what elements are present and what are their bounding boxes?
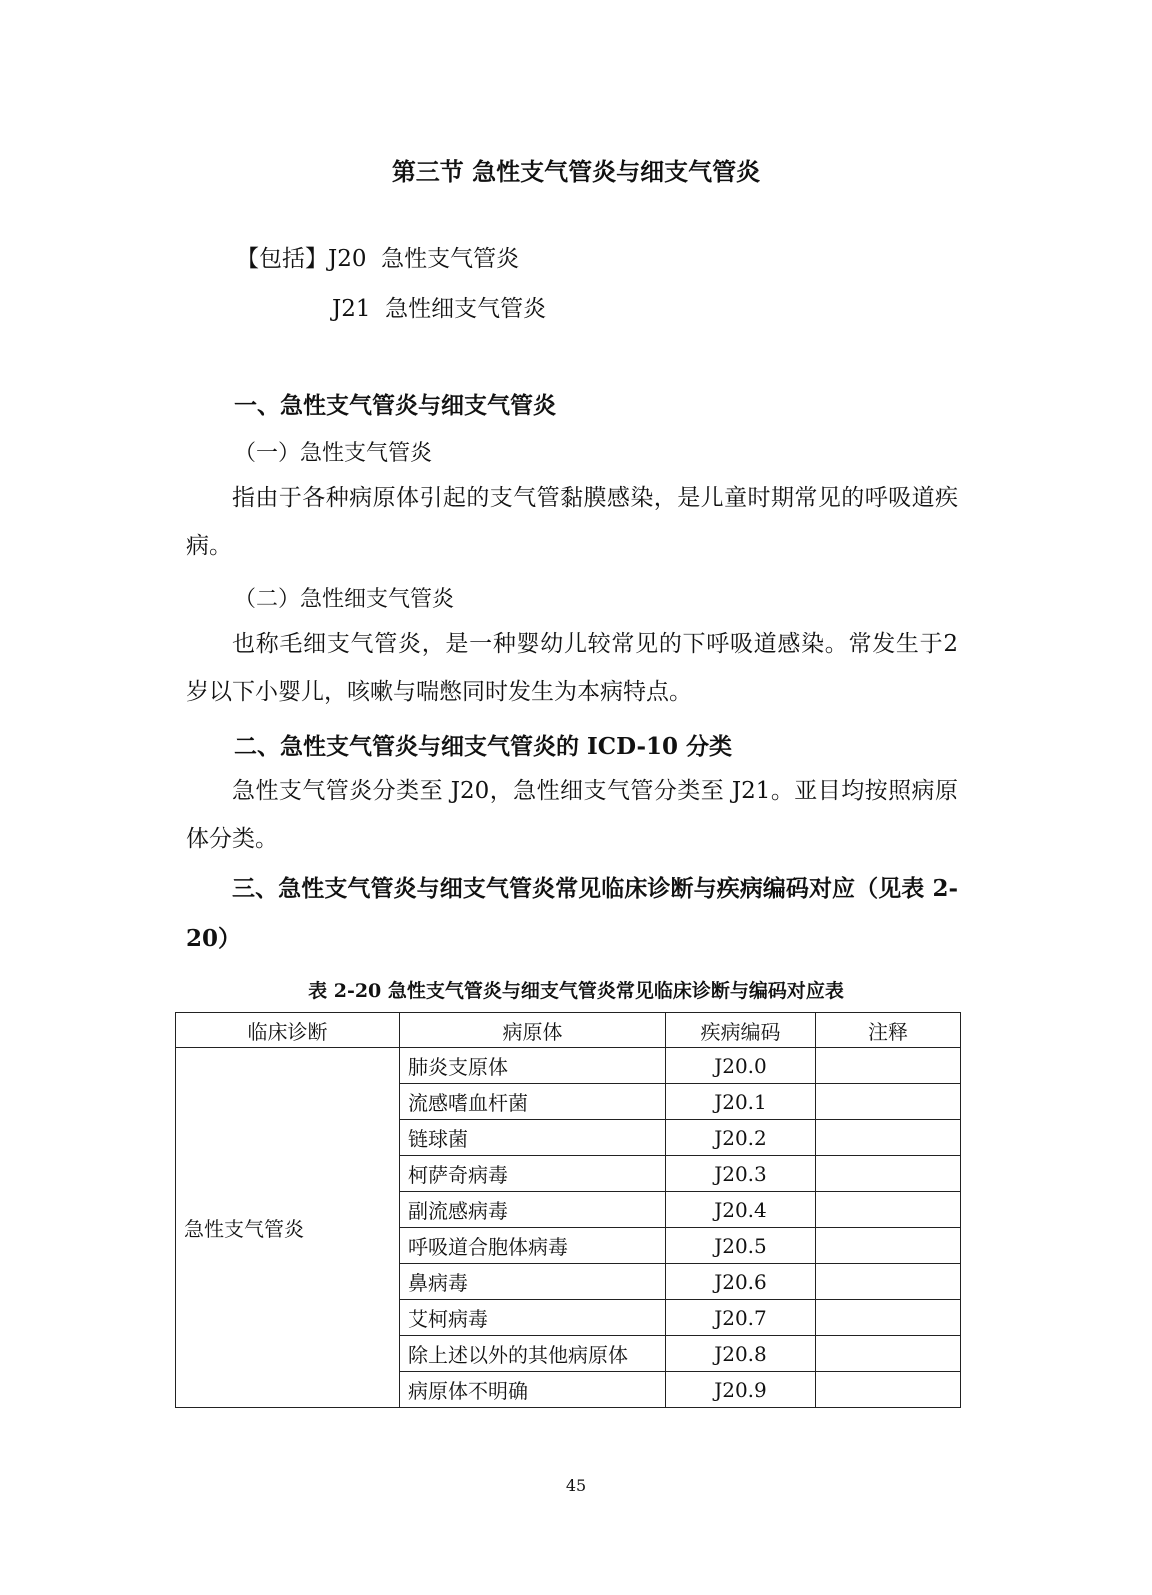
section1-subheading-2: （二）急性细支气管炎 [234, 587, 455, 612]
page-number: 45 [565, 1476, 587, 1495]
code-cell: J20.8 [666, 1336, 816, 1372]
pathogen-cell: 病原体不明确 [400, 1372, 666, 1408]
diagnosis-cell: 急性支气管炎 [176, 1048, 400, 1408]
include-code: J20 [328, 246, 367, 272]
pathogen-cell: 副流感病毒 [400, 1192, 666, 1228]
note-cell [816, 1084, 961, 1120]
section3-heading: 三、急性支气管炎与细支气管炎常见临床诊断与疾病编码对应（见表 2-20） [186, 875, 958, 952]
code-cell: J20.2 [666, 1120, 816, 1156]
section1-heading: 一、急性支气管炎与细支气管炎 [234, 392, 556, 419]
code-cell: J20.1 [666, 1084, 816, 1120]
include-label: 【包括】 [236, 246, 328, 272]
note-cell [816, 1048, 961, 1084]
code-cell: J20.9 [666, 1372, 816, 1408]
note-cell [816, 1336, 961, 1372]
note-cell [816, 1300, 961, 1336]
section1-paragraph-1: 指由于各种病原体引起的支气管黏膜感染，是儿童时期常见的呼吸道疾病。 [186, 485, 958, 559]
section1-paragraph-2: 也称毛细支气管炎，是一种婴幼儿较常见的下呼吸道感染。常发生于2岁以下小婴儿，咳嗽与喘憋同时发生为本病特点。 [186, 631, 958, 705]
pathogen-cell: 肺炎支原体 [400, 1048, 666, 1084]
pathogen-cell: 柯萨奇病毒 [400, 1156, 666, 1192]
note-cell [816, 1228, 961, 1264]
include-line-2 [332, 290, 546, 323]
pathogen-cell: 鼻病毒 [400, 1264, 666, 1300]
note-cell [816, 1156, 961, 1192]
section1-subheading-1: （一）急性支气管炎 [234, 441, 433, 466]
note-cell [816, 1372, 961, 1408]
include-name: 急性细支气管炎 [385, 296, 547, 322]
table-caption: 表 2-20 急性支气管炎与细支气管炎常见临床诊断与编码对应表 [308, 980, 844, 1002]
pathogen-cell: 呼吸道合胞体病毒 [400, 1228, 666, 1264]
include-code: J21 [332, 296, 371, 322]
section2-heading: 二、急性支气管炎与细支气管炎的 ICD-10 分类 [234, 733, 733, 760]
pathogen-cell: 艾柯病毒 [400, 1300, 666, 1336]
header-note: 注释 [816, 1013, 961, 1048]
header-pathogen: 病原体 [400, 1013, 666, 1048]
header-code: 疾病编码 [666, 1013, 816, 1048]
code-cell: J20.3 [666, 1156, 816, 1192]
section2-paragraph: 急性支气管炎分类至 J20，急性细支气管分类至 J21。亚目均按照病原体分类。 [186, 778, 958, 852]
note-cell [816, 1192, 961, 1228]
header-diagnosis: 临床诊断 [176, 1013, 400, 1048]
code-cell: J20.7 [666, 1300, 816, 1336]
pathogen-cell: 除上述以外的其他病原体 [400, 1336, 666, 1372]
code-cell: J20.0 [666, 1048, 816, 1084]
table-row [176, 1048, 961, 1084]
icd-table [175, 1012, 961, 1408]
note-cell [816, 1264, 961, 1300]
include-line-1 [236, 240, 519, 273]
table-header-row [176, 1013, 961, 1048]
code-cell: J20.5 [666, 1228, 816, 1264]
note-cell [816, 1120, 961, 1156]
code-cell: J20.6 [666, 1264, 816, 1300]
pathogen-cell: 链球菌 [400, 1120, 666, 1156]
section-title: 第三节 急性支气管炎与细支气管炎 [391, 157, 761, 186]
pathogen-cell: 流感嗜血杆菌 [400, 1084, 666, 1120]
include-name: 急性支气管炎 [381, 246, 520, 272]
code-cell: J20.4 [666, 1192, 816, 1228]
